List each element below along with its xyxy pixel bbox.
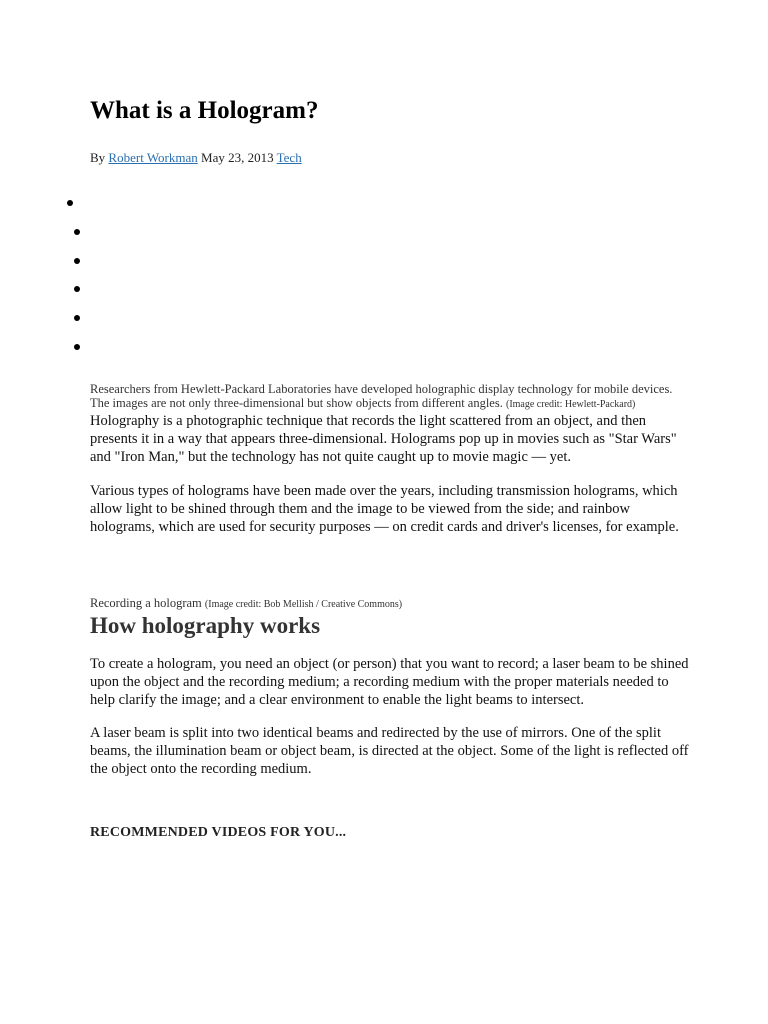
share-bullet[interactable] — [74, 286, 80, 292]
section-paragraph: To create a hologram, you need an object (or person) that you want to record; a laser beam to be shined upon the object and the recording medium; a recording medium with the proper materials needed to help clarify the image; and a clear environment to enable the light beams to intersect. — [90, 656, 689, 708]
intro-paragraph: Holography is a photographic technique that records the light scattered from an object, and then presents it in a way that appears three-dimensional. Holograms pop up in movies such as "Star Wars" and "Iron Man," but the technology has not quite caught up to movie magic — yet. — [90, 413, 677, 465]
section-paragraph: A laser beam is split into two identical beams and redirected by the use of mirrors. One of the split beams, the illumination beam or object beam, is directed at the object. Some of the light is reflected off the object onto the recording medium. — [90, 725, 689, 777]
image-credit: (Image credit: Hewlett-Packard) — [505, 399, 636, 410]
category-link[interactable]: Tech — [276, 150, 302, 165]
author-link[interactable]: Robert Workman — [108, 150, 198, 165]
recommended-videos-heading: RECOMMENDED VIDEOS FOR YOU... — [90, 825, 347, 840]
section-heading: How holography works — [90, 613, 321, 638]
figure-caption — [90, 596, 402, 612]
byline-prefix: By — [90, 150, 106, 165]
figure-caption-text: Recording a hologram — [90, 596, 202, 610]
share-bullet[interactable] — [74, 258, 80, 264]
share-bullet[interactable] — [74, 344, 80, 350]
share-bullet[interactable] — [74, 229, 80, 235]
share-bullet[interactable] — [74, 315, 80, 321]
image-caption — [90, 382, 690, 412]
image-caption-text: Researchers from Hewlett-Packard Laboratories have developed holographic display technology for mobile devices. The images are not only three-dimensional but show objects from different angles. — [90, 382, 673, 410]
page-title: What is a Hologram? — [90, 97, 319, 124]
types-paragraph: Various types of holograms have been made over the years, including transmission holograms, which allow light to be shined through them and the image to be viewed from the side; and rainbow holograms, which are used for security purposes — on credit cards and driver's licenses, for example. — [90, 483, 679, 535]
share-bullet[interactable] — [67, 200, 73, 206]
publish-date: May 23, 2013 — [201, 150, 274, 165]
figure-credit: (Image credit: Bob Mellish / Creative Commons) — [204, 599, 403, 610]
byline — [90, 150, 302, 166]
